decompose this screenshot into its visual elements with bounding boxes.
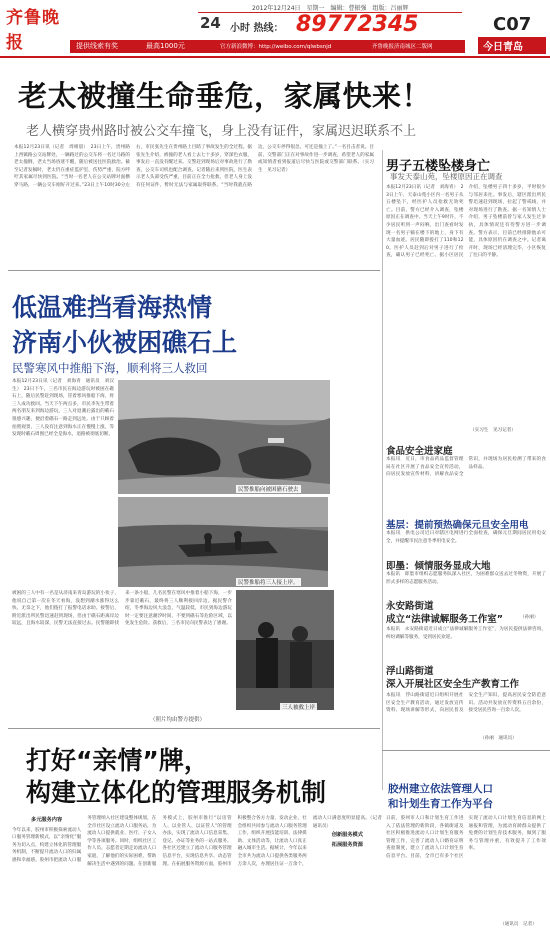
story3-body [12, 815, 387, 927]
story2-body-continued: 被困的三人中有一名是从济南来青岛游玩的小伙子，他说自己第一次在冬天看海，没想到潮水涨得这么快。无奈之下，他们拨打了报警电话求助。接警后，附近派出所民警迅速赶到现场，但由于礁石距离岸边较远，且海水较深，民警无法直接过去。民警随即找来一条小船，几名民警在寒风中推着小船下海，一步步靠近礁石，最终将三人顺利接回岸边。据民警介绍，冬季海边风大浪急，气温较低，市民到海边游玩时一定要注意潮汐时间，不要到礁石等危险区域，以免发生危险。获救后，三名市民向民警表达了感谢。 [12, 591, 232, 627]
photo-caption: 民警推船向被困礁石驶去 [238, 487, 299, 493]
story3-section-heading: 多元服务内容 [31, 817, 63, 823]
fall-story-headline: 男子五楼坠楼身亡 [386, 159, 491, 174]
story1-body: 本报12月23日讯（记者 周相晨） 23日上午，贵州路上西镇路公交站牌处，一辆路过的公交车将一名过马路的老太撞倒，老太当场昏迷不醒，随后被送往医院救治。截至记者发稿时，老太仍在重症监护室，伤势严重，院方呼吁其家属尽快到医院。“当时一名老人在公交站牌对面横穿马路，一辆公交车刚好开过来。”23日上午10时30分左右，市民张先生在贵州路上目睹了事故发生的全过程。据张先生介绍，被撞的老人看上去七十多岁，穿深色衣服，事发后一直没有醒过来。交警赶到现场后对事故进行了勘查，公交车司机也配合调查。记者随后来到医院，医生表示老人头部受伤严重，目前正在全力抢救，但老人身上没有任何证件，暂时无法与家属取得联系。“当时我就在路边，公交车停得很急，可还是撞上了。”一名目击者说。目前，交警部门正在对事故作进一步调查，希望老人的家属或知情者看到报道后尽快与医院或交警部门联系。（实习生 见习记者） [14, 145, 374, 188]
food-story-headline: 食品安全进家庭 [386, 446, 453, 457]
power-story-body: 本报讯 供电公司近日对辖区电网进行全面检查，确保元旦期间居民用电安全，并提醒市民注意冬季用电安全。 [386, 531, 546, 544]
fall-story-body: 本报12月23日讯（记者 刘海青） 23日上午，天泰山苑小区内一名男子从五楼坠下，经医护人员抢救无效死亡。目前，警方已经介入调查，坠楼原因正在调查中。当天上午9时许，不少居民听到一声闷响，出门查看时发现一名男子躺在楼下的地上，身下有大量血迹。居民随即拨打了110和120。医护人员赶到后对男子进行了检查，确认男子已经死亡。据小区居民介绍，坠楼男子四十多岁，平时很少与邻居来往。事发后，辖区派出所民警迅速赶到现场，拉起了警戒线，并对现场进行了勘查。据一名知情人士介绍，男子坠楼前曾与家人发生过争执，具体情况还有待警方进一步调查。警方表示，目前已经排除他杀可能，具体原因仍在调查之中。记者离开时，现场已经清理完毕，小区恢复了往日的平静。 [386, 185, 546, 259]
story2-subhead: 民警寒风中推船下海，顺利将三人救回 [12, 361, 208, 375]
story2-body-lead: 本报12月23日讯（记者 刘海青 通讯员 刘汉生） 23日下午，三名市民在海边游玩时被困在礁石上，随后民警赶到现场，冒着寒风推船下海，将三人成功救回。当天下午两点多，市民李先生带着两名朋友来到海边游玩，三人对退潮后露出的礁石很感兴趣，便沿着礁石一路走到远处。由于只顾着拍照观景，三人没有注意到海水正在慢慢上涨，等发现时礁石周围已经全是海水，退路被彻底切断。 [12, 379, 114, 438]
power-story-headline: 基层：提前预热确保元旦安全用电 [386, 520, 529, 531]
story2-headline: 低温难挡看海热情 济南小伙被困礁石上 [12, 293, 238, 357]
story3-section-heading: 拓展服务资源 [331, 841, 363, 848]
food-story-body: 本报讯 近日，市食品药品监督管理局在社区开展了食品安全宣传活动，向居民发放宣传材料，讲解食品安全常识，并现场为居民检测了带来的食品样品。 [386, 457, 546, 478]
page-code: C07 [493, 14, 532, 35]
story1-headline: 老太被撞生命垂危，家属快来！ [18, 79, 432, 113]
safety-story-body: 本报讯 浮山路街道近日组织开展社区安全生产教育活动，通过发放宣传资料、现场讲解等形式，向居民普及安全生产知识，提高居民安全防范意识。活动共发放宣传资料五百余份，接受居民咨询一百余人次。 [386, 693, 546, 714]
divider [8, 728, 380, 729]
masthead-rule [0, 56, 550, 58]
date-line: 2012年12月24日 星期一 编辑：曹振强 组版：吕丽辉 [252, 5, 409, 12]
hotline-label: 小时 热线： [230, 23, 284, 34]
jiaozhou-story-body: 日前，胶州市人口和计划生育工作进入了依法管理的新阶段，各镇街道及社区积极推进流动人口计划生育服务管理工作，完善了流动人口婚育证明查验制度，建立了流动人口计划生育信息平台。目前，全市已有多个社区实现了流动人口计划生育信息的网上通报和管理，为流动育龄群众提供了免费的计划生育技术服务，做到了服务与管理并重，有效提升了工作效率。 [386, 816, 546, 859]
banner-weibo: 官方新浪微博：http://weibo.com/qlwbsnjd [220, 44, 332, 50]
rescued-people-photo-image [236, 590, 334, 710]
story1-subhead: 老人横穿贵州路时被公交车撞飞，身上没有证件，家属迟迟联系不上 [26, 124, 417, 139]
rescued-people-photo [236, 590, 334, 710]
hotline-number: 89772345 [296, 12, 419, 37]
fall-story-credit: （实习生 见习记者） [470, 428, 516, 433]
banner-reward-text: 提供线索有奖 [76, 42, 118, 50]
hotline-24: 24 [200, 14, 221, 32]
story3-headline: 打好“亲情”牌， 构建立体化的管理服务机制 [26, 746, 327, 807]
rescue-shore-photo [118, 497, 328, 587]
rescue-boat-photo [118, 380, 330, 494]
story3-body-text: 今年以来，胶州市积极探索流动人口服务管理新模式，以“亲情化”服务为切入点，构建立体化的管理服务机制，不断提升流动人口的归属感和幸福感。胶州市把流动人口服务管理纳入社区建设整体规划，在全市社区设立流动人口服务站，为流动人口提供就业、医疗、子女入学等各项服务。同时，组织社区工作人员、志愿者定期走访流动人口家庭，了解他们的实际困难，帮助解决生活中遇到的问题。在创新服务模式上，胶州市推行“以房管人、以业管人、以证管人”的管理办法，实现了流动人口信息采集、登记、办证等业务的一站式服务。各社区还建立了流动人口服务管理信息平台，实现信息共享、动态管理。在拓展服务资源方面，胶州市积极整合各方力量，发动企业、社会组织共同参与流动人口服务管理工作，组织开展技能培训、法律援助、文体活动等，让流动人口真正融入城市生活。据统计，今年以来全市共为流动人口提供各类服务两万余人次，办理居住证一万余个，流动人口满意度明显提高。（记者 通讯员） [12, 816, 387, 867]
safety-story-credit: （孙丽 通讯员） [480, 736, 517, 741]
photo-credit: （照片均由警方提供） [150, 717, 206, 723]
banner-reward-amount: 最高1000元 [146, 42, 185, 50]
jiaozhou-story-credit: （通讯员 记者） [500, 922, 537, 927]
story3-section-heading: 创新服务模式 [331, 832, 363, 839]
rescue-shore-photo-image [118, 497, 328, 587]
jiaozhou-story-headline: 胶州建立依法管理人口 和计划生育工作为平台 [388, 783, 493, 810]
fall-story-subhead: 事发天泰山苑，坠楼原因正在调查 [390, 172, 503, 181]
divider [382, 750, 550, 751]
column-divider [382, 150, 383, 790]
newspaper-logo: 齐鲁晚报 [6, 8, 60, 53]
legal-story-headline: 永安路街道 成立“法律诚解服务工作室” [386, 601, 503, 625]
legal-story-body: 本报讯 永安路街道近日成立“法律诚解服务工作室”，为居民提供法律咨询、纠纷调解等服务，受到居民欢迎。 [386, 627, 546, 640]
banner-website: 齐鲁晚报济南城区二版网 [372, 44, 433, 50]
photo-caption: 民警推船将三人接上岸。 [238, 580, 299, 586]
safety-story-headline: 浮山路街道 深入开展社区安全生产教育工作 [386, 666, 520, 690]
legal-story-credit: （孙丽） [520, 615, 539, 620]
photo-caption: 三人被救上岸 [282, 705, 316, 711]
volunteer-story-headline: 即墨：倾情服务显成大地 [386, 561, 491, 572]
divider [8, 270, 380, 271]
rescue-boat-photo-image [118, 380, 330, 494]
volunteer-story-body: 本报讯 即墨市组织志愿服务队深入社区，为困难群众送去过冬物资，开展了形式多样的志愿服务活动。 [386, 572, 546, 585]
edition-label: 今日青岛 [483, 42, 523, 53]
